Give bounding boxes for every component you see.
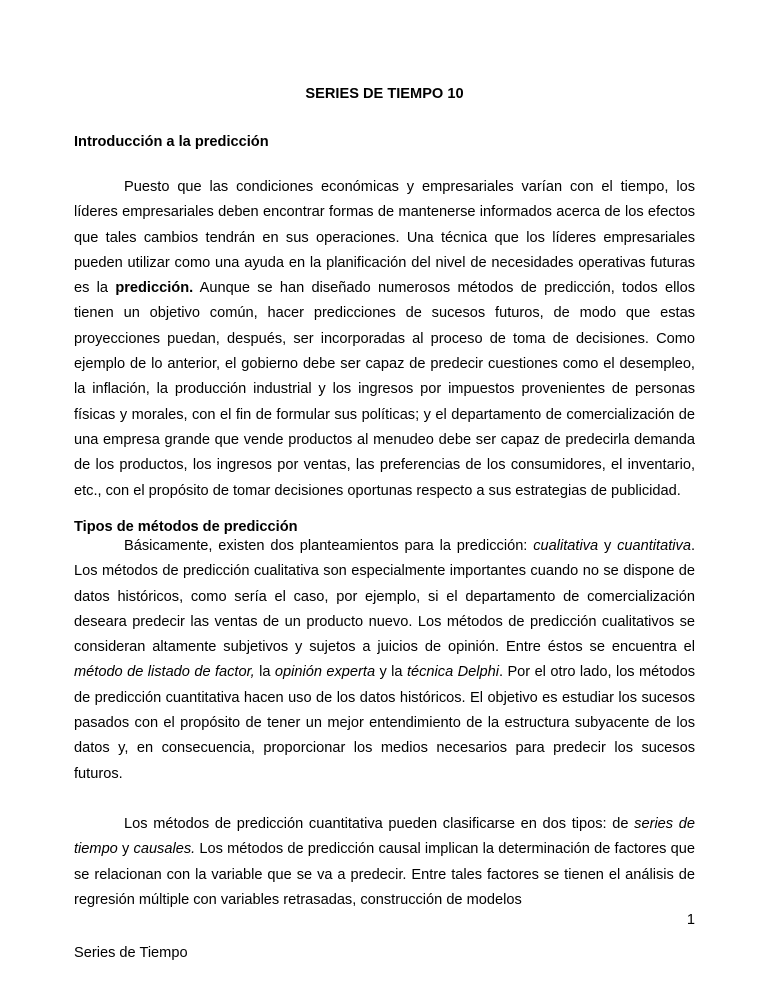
text-run: Los métodos de predicción causal implican la determinación de factores que se relacionan con la variable que se va a predecir. Entre tales factores se tienen el análisis de regresión múltiple con variables retrasadas, construcción de modelos [74,841,695,908]
emphasis-italic: opinión experta [274,664,376,681]
emphasis-italic: cuantitativa [617,538,691,554]
section-heading-types: Tipos de métodos de predicción [74,519,298,535]
document-page [74,0,695,994]
text-run: . Los métodos de predicción cualitativa son especialmente importantes cuando no se dispone de datos históricos, como sería el caso, por ejemplo, si el departamento de comercialización deseara predecir las ventas de un producto nuevo. Los métodos de predicción cualitativos se consideran altamente subjetivos y sujetos a juicios de opinión. Entre éstos se encuentra el [74,538,695,656]
paragraph-types-2 [74,812,695,913]
text-run: Aunque se han diseñado numerosos métodos de predicción, todos ellos tienen un objetivo común, hacer predicciones de sucesos futuros, de modo que estas proyecciones puedan, después, ser incorporadas al proceso de toma de decisiones. Como ejemplo de lo anterior, el gobierno debe ser capaz de predecir cuestiones como el desempleo, la inflación, la producción industrial y los ingresos por impuestos provenientes de personas físicas y morales, con el fin de formular sus políticas; y el departamento de comercialización de una empresa grande que vende productos al menudeo debe ser capaz de predecirla demanda de los productos, los ingresos por ventas, las preferencias de los consumidores, el inventario, etc., con el propósito de tomar decisiones oportunas respecto a sus estrategias de publicidad. [74,280,695,499]
text-run: la [254,664,275,681]
emphasis-italic: cualitativa [533,538,599,554]
paragraph-types-1 [74,534,695,787]
text-run: Los métodos de predicción cuantitativa pueden clasificarse en dos tipos: de [124,816,635,832]
text-run: y [117,841,134,858]
emphasis-italic: técnica Delphi [406,664,499,681]
section-heading-intro: Introducción a la predicción [74,134,269,150]
text-run: Puesto que las condiciones económicas y empresariales varían con el tiempo, los líderes empresariales deben encontrar formas de mantenerse informados acerca de los efectos que tales cambios tendrán en sus operaciones. Una técnica que los líderes empresariales pueden utilizar como una ayuda en la planificación del nivel de necesidades operativas futuras es la [74,179,695,297]
footer-doc-title: Series de Tiempo [74,945,188,961]
text-run: y [598,538,618,554]
emphasis-italic: series de tiempo [74,816,695,858]
emphasis-italic: método de listado de factor, [74,664,255,681]
paragraph-intro [74,175,695,504]
text-run: Básicamente, existen dos planteamientos para la predicción: [124,538,534,554]
page-number: 1 [686,912,695,928]
emphasis-bold: predicción. [115,280,194,297]
emphasis-italic: causales. [133,841,196,858]
text-run: . Por el otro lado, los métodos de predicción cuantitativa hacen uso de los datos históricos. El objetivo es estudiar los sucesos pasados con el propósito de tener un mejor entendimiento de la estructura subyacente de los datos y, en consecuencia, proporcionar los medios necesarios para predecir los sucesos futuros. [74,664,695,782]
text-run: y la [375,664,407,681]
document-title: SERIES DE TIEMPO 10 [305,86,464,102]
